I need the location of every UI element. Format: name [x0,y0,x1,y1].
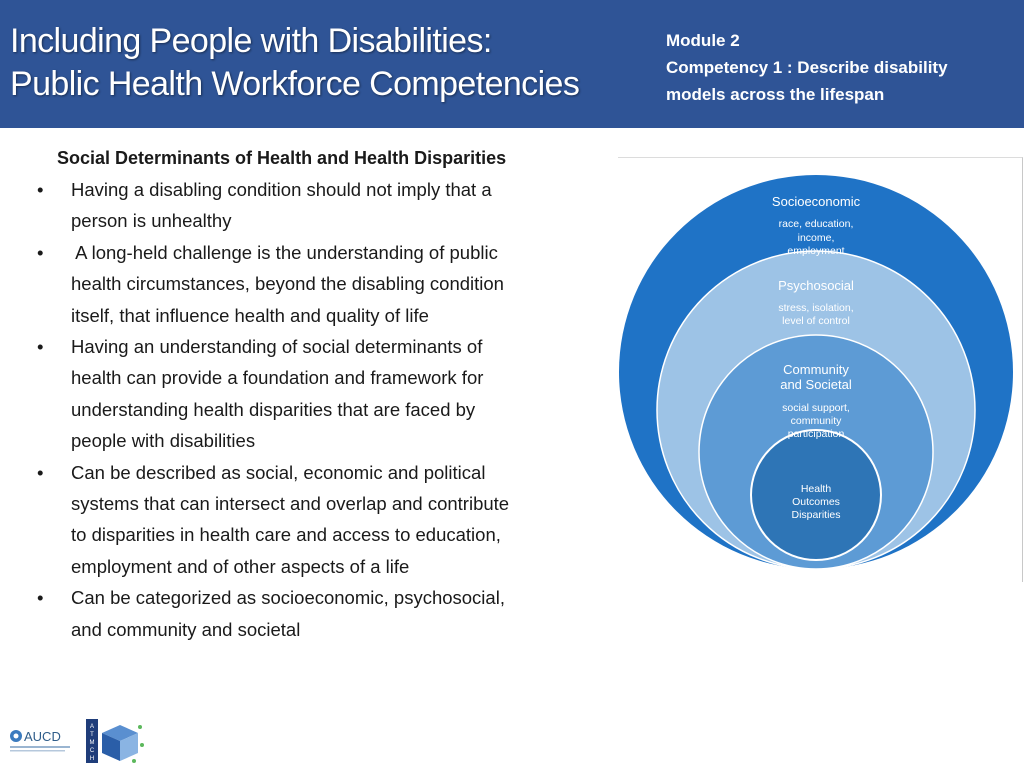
bullet-marker: • [37,241,44,263]
health-line-2: Outcomes [792,496,840,508]
health-outcomes-circle [751,430,881,560]
bullet-marker: • [37,179,44,200]
bullet-line: Can be categorized as socioeconomic, psychosocial, [71,587,505,609]
competency-line-1: Competency 1 : Describe disability [666,58,948,77]
module-label: Module 2 [666,31,740,50]
bullet-marker: • [37,587,44,609]
module-info [666,27,948,108]
social-determinants-diagram [618,157,1022,581]
bullet-line: person is unhealthy [71,210,232,232]
psychosocial-title: Psychosocial [778,278,854,293]
page-title [10,20,579,106]
atmch-letter: M [89,740,95,746]
atmch-letter: C [89,748,95,754]
bullet-line: health can provide a foundation and framework for [71,367,484,389]
slide-body [30,143,590,645]
bullet-item [30,237,590,331]
socioeconomic-sub-1: race, education, [778,218,854,230]
footer-logos [8,715,148,765]
socioeconomic-sub-3: employment [787,245,845,257]
bullet-line: and community and societal [71,618,301,640]
community-title-2: and Societal [780,377,852,392]
psychosocial-sub-1: stress, isolation, [778,302,854,314]
bullet-item [30,582,590,645]
page-title-line-2: Public Health Workforce Competencies [10,65,580,103]
atmch-logo [86,719,144,763]
atmch-letter: T [90,732,94,738]
bullet-line: A long-held challenge is the understanding of public [71,241,498,263]
bullet-line: understanding health disparities that are faced by [71,398,476,420]
bullet-line: Having an understanding of social determinants of [71,336,483,358]
competency-line-2: models across the lifespan [666,85,885,104]
socioeconomic-sub-2: income, [797,232,835,244]
health-line-1: Health [800,483,832,495]
page-title-line-1: Including People with Disabilities: [10,22,492,60]
community-sub-1: social support, [782,402,850,414]
aucd-logo [10,729,70,752]
socioeconomic-title: Socioeconomic [771,194,861,209]
header-banner [0,0,1024,128]
atmch-letter: H [89,756,95,762]
bullet-list [30,174,590,645]
bullet-line: systems that can intersect and overlap and contribute [71,493,510,515]
bullet-line: employment and of other aspects of a life [71,555,410,577]
bullet-marker: • [37,461,44,483]
aucd-logo-text: AUCD [24,729,61,744]
bullet-marker: • [37,336,44,358]
bullet-line: health circumstances, beyond the disabling condition [71,273,504,295]
atmch-letter: A [89,724,95,730]
community-sub-2: community [790,415,842,427]
community-title-1: Community [783,362,849,377]
psychosocial-sub-2: level of control [782,315,850,327]
bullet-line: itself, that influence health and quality of life [71,304,429,326]
community-sub-3: participation [787,428,845,440]
bullet-line: people with disabilities [71,430,256,452]
health-line-3: Disparities [791,509,841,521]
bullet-item [30,331,590,457]
bullet-item [30,174,590,237]
bullet-line: to disparities in health care and access to education, [71,524,501,546]
bullet-line: Can be described as social, economic and political [71,461,486,483]
bullet-item [30,457,590,583]
section-heading: Social Determinants of Health and Health Disparities [57,148,507,168]
bullet-line: Having a disabling condition should not imply that a [71,179,492,200]
